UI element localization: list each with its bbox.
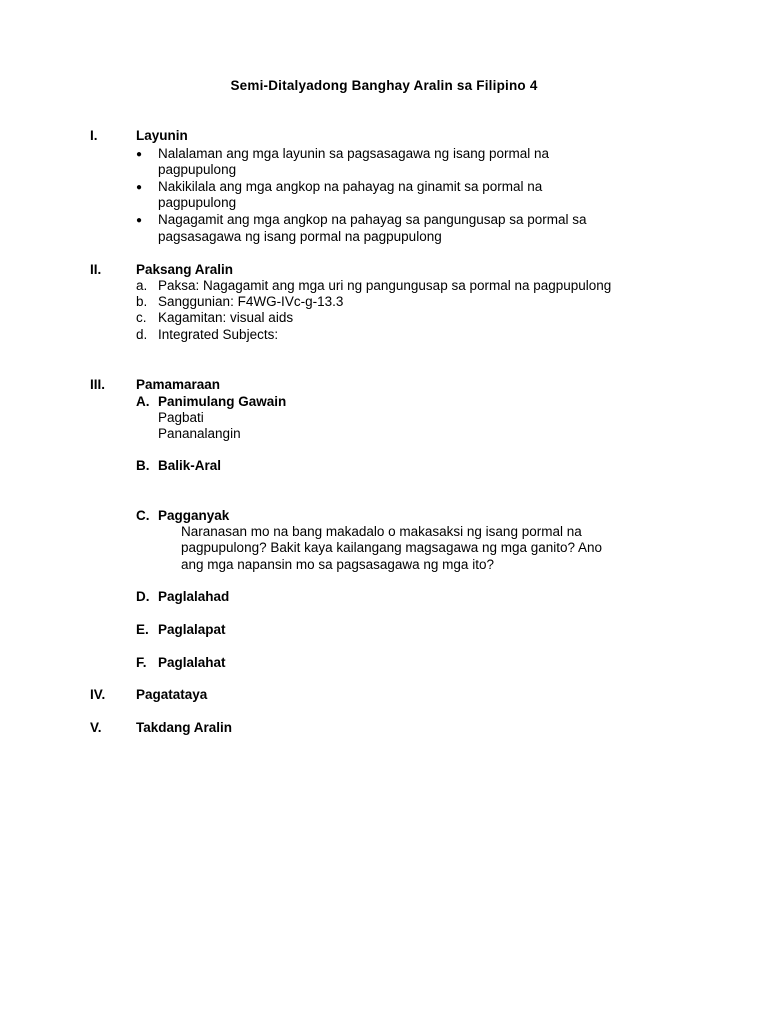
pagbati-text: Pagbati <box>158 410 204 425</box>
kagamitan-text: Kagamitan: visual aids <box>158 310 294 325</box>
subsection-heading-panimulang-gawain: Panimulang Gawain <box>158 394 287 409</box>
pagganyak-line-3: ang mga napansin mo sa pagsasagawa ng mga ito? <box>181 557 494 572</box>
section-number-4: IV. <box>90 687 106 702</box>
sanggunian-text: Sanggunian: F4WG-IVc-g-13.3 <box>158 294 344 309</box>
document-title: Semi-Ditalyadong Banghay Aralin sa Filipino 4 <box>230 78 538 93</box>
section-heading-takdang-aralin: Takdang Aralin <box>136 720 233 735</box>
section-number-1: I. <box>90 128 98 143</box>
objective-1-line-1: Nalalaman ang mga layunin sa pagsasagawa ng isang pormal na <box>158 146 549 161</box>
integrated-subjects-text: Integrated Subjects: <box>158 327 279 342</box>
list-letter-b: b. <box>136 294 148 309</box>
pagganyak-line-2: pagpupulong? Bakit kaya kailangang magsagawa ng mga ganito? Ano <box>181 540 603 555</box>
subsection-heading-paglalapat: Paglalapat <box>158 622 226 637</box>
objective-3-line-1: Nagagamit ang mga angkop na pahayag sa pangungusap sa pormal sa <box>158 212 587 227</box>
paksa-text: Paksa: Nagagamit ang mga uri ng pangungusap sa pormal na pagpupulong <box>158 278 612 293</box>
subsection-letter-c: C. <box>136 508 150 523</box>
subsection-letter-f: F. <box>136 655 147 670</box>
list-letter-d: d. <box>136 327 148 342</box>
section-heading-pagatataya: Pagatataya <box>136 687 208 702</box>
subsection-heading-paglalahad: Paglalahad <box>158 589 230 604</box>
subsection-letter-b: B. <box>136 458 150 473</box>
subsection-heading-paglalahat: Paglalahat <box>158 655 226 670</box>
subsection-heading-balik-aral: Balik-Aral <box>158 458 222 473</box>
subsection-letter-e: E. <box>136 622 149 637</box>
section-heading-paksang-aralin: Paksang Aralin <box>136 262 234 277</box>
list-letter-c: c. <box>136 310 147 325</box>
bullet-1: ● <box>136 149 143 160</box>
list-letter-a: a. <box>136 278 148 293</box>
subsection-heading-pagganyak: Pagganyak <box>158 508 230 523</box>
section-heading-layunin: Layunin <box>136 128 188 143</box>
objective-2-line-1: Nakikilala ang mga angkop na pahayag na ginamit sa pormal na <box>158 179 543 194</box>
objective-2-line-2: pagpupulong <box>158 195 237 210</box>
section-number-2: II. <box>90 262 102 277</box>
bullet-2: ● <box>136 182 143 193</box>
objective-1-line-2: pagpupulong <box>158 162 237 177</box>
section-number-3: III. <box>90 377 106 392</box>
objective-3-line-2: pagsasagawa ng isang pormal na pagpupulong <box>158 229 442 244</box>
bullet-3: ● <box>136 215 143 226</box>
section-number-5: V. <box>90 720 102 735</box>
section-heading-pamamaraan: Pamamaraan <box>136 377 221 392</box>
subsection-letter-d: D. <box>136 589 150 604</box>
pananalangin-text: Pananalangin <box>158 426 241 441</box>
pagganyak-line-1: Naranasan mo na bang makadalo o makasaksi ng isang pormal na <box>181 524 582 539</box>
subsection-letter-a: A. <box>136 394 150 409</box>
